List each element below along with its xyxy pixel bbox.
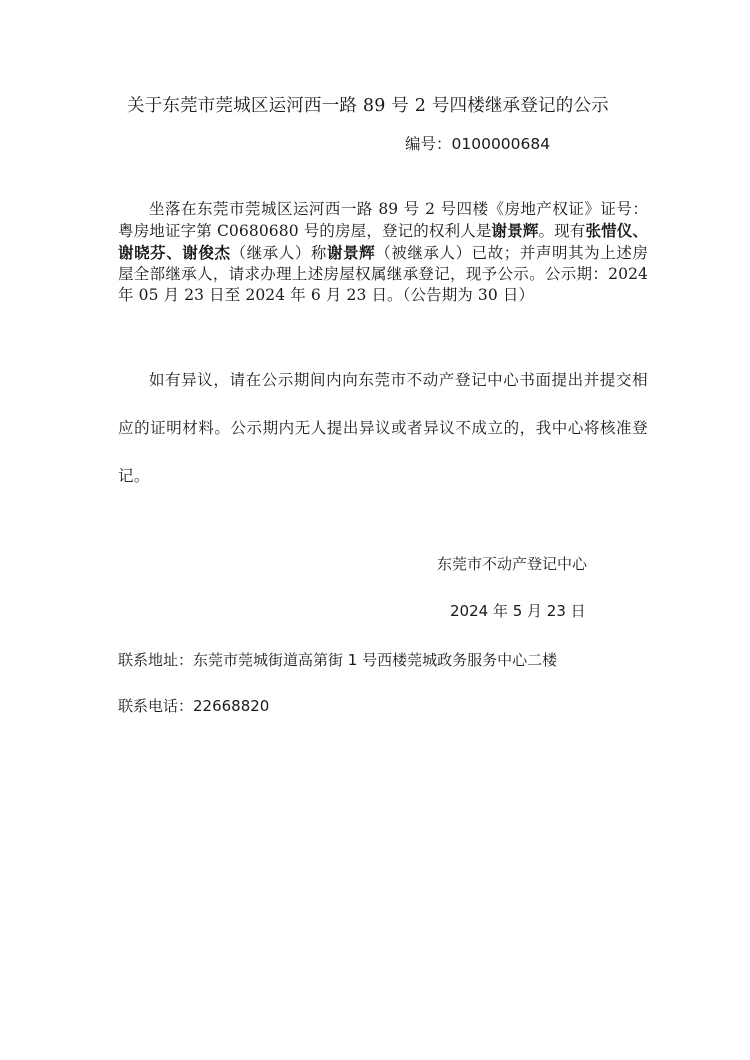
paragraph1-part1: 坐落在东莞市莞城区运河西一路 89 号 2 号四楼《房地产权证》证号：粤房地证字第 C0680680 号的房屋，登记的权利人是 <box>118 200 648 240</box>
paragraph1-part4: （被继承人）已故；并声明其为上述房屋全部继承人，请求办理上述房屋权属继承登记，现予公示。公示期：2024 年 05 月 23 日至 2024 年 6 月 23 日。（公告期为 30 日） <box>118 244 649 304</box>
contact-phone: 联系电话：22668820 <box>118 697 270 715</box>
deceased-name: 谢景辉 <box>326 243 376 262</box>
notice-body-paragraph-1 <box>118 199 648 306</box>
issuing-organization: 东莞市不动产登记中心 <box>437 555 588 573</box>
contact-address: 联系地址：东莞市莞城街道高第街 1 号西楼莞城政务服务中心二楼 <box>118 651 558 669</box>
notice-body-paragraph-2: 如有异议，请在公示期间内向东莞市不动产登记中心书面提出并提交相应的证明材料。公示期内无人提出异议或者异议不成立的，我中心将核准登记。 <box>118 371 648 485</box>
notice-title: 关于东莞市莞城区运河西一路 89 号 2 号四楼继承登记的公示 <box>127 96 609 116</box>
paragraph1-part3: （继承人）称 <box>230 244 327 262</box>
paragraph1-part2: 。现有 <box>538 222 586 240</box>
document-number: 编号：0100000684 <box>405 135 551 153</box>
owner-name: 谢景辉 <box>491 221 539 240</box>
heirs-names: 张惜仪、谢晓芬、谢俊杰 <box>118 221 648 262</box>
issue-date: 2024 年 5 月 23 日 <box>450 602 586 620</box>
